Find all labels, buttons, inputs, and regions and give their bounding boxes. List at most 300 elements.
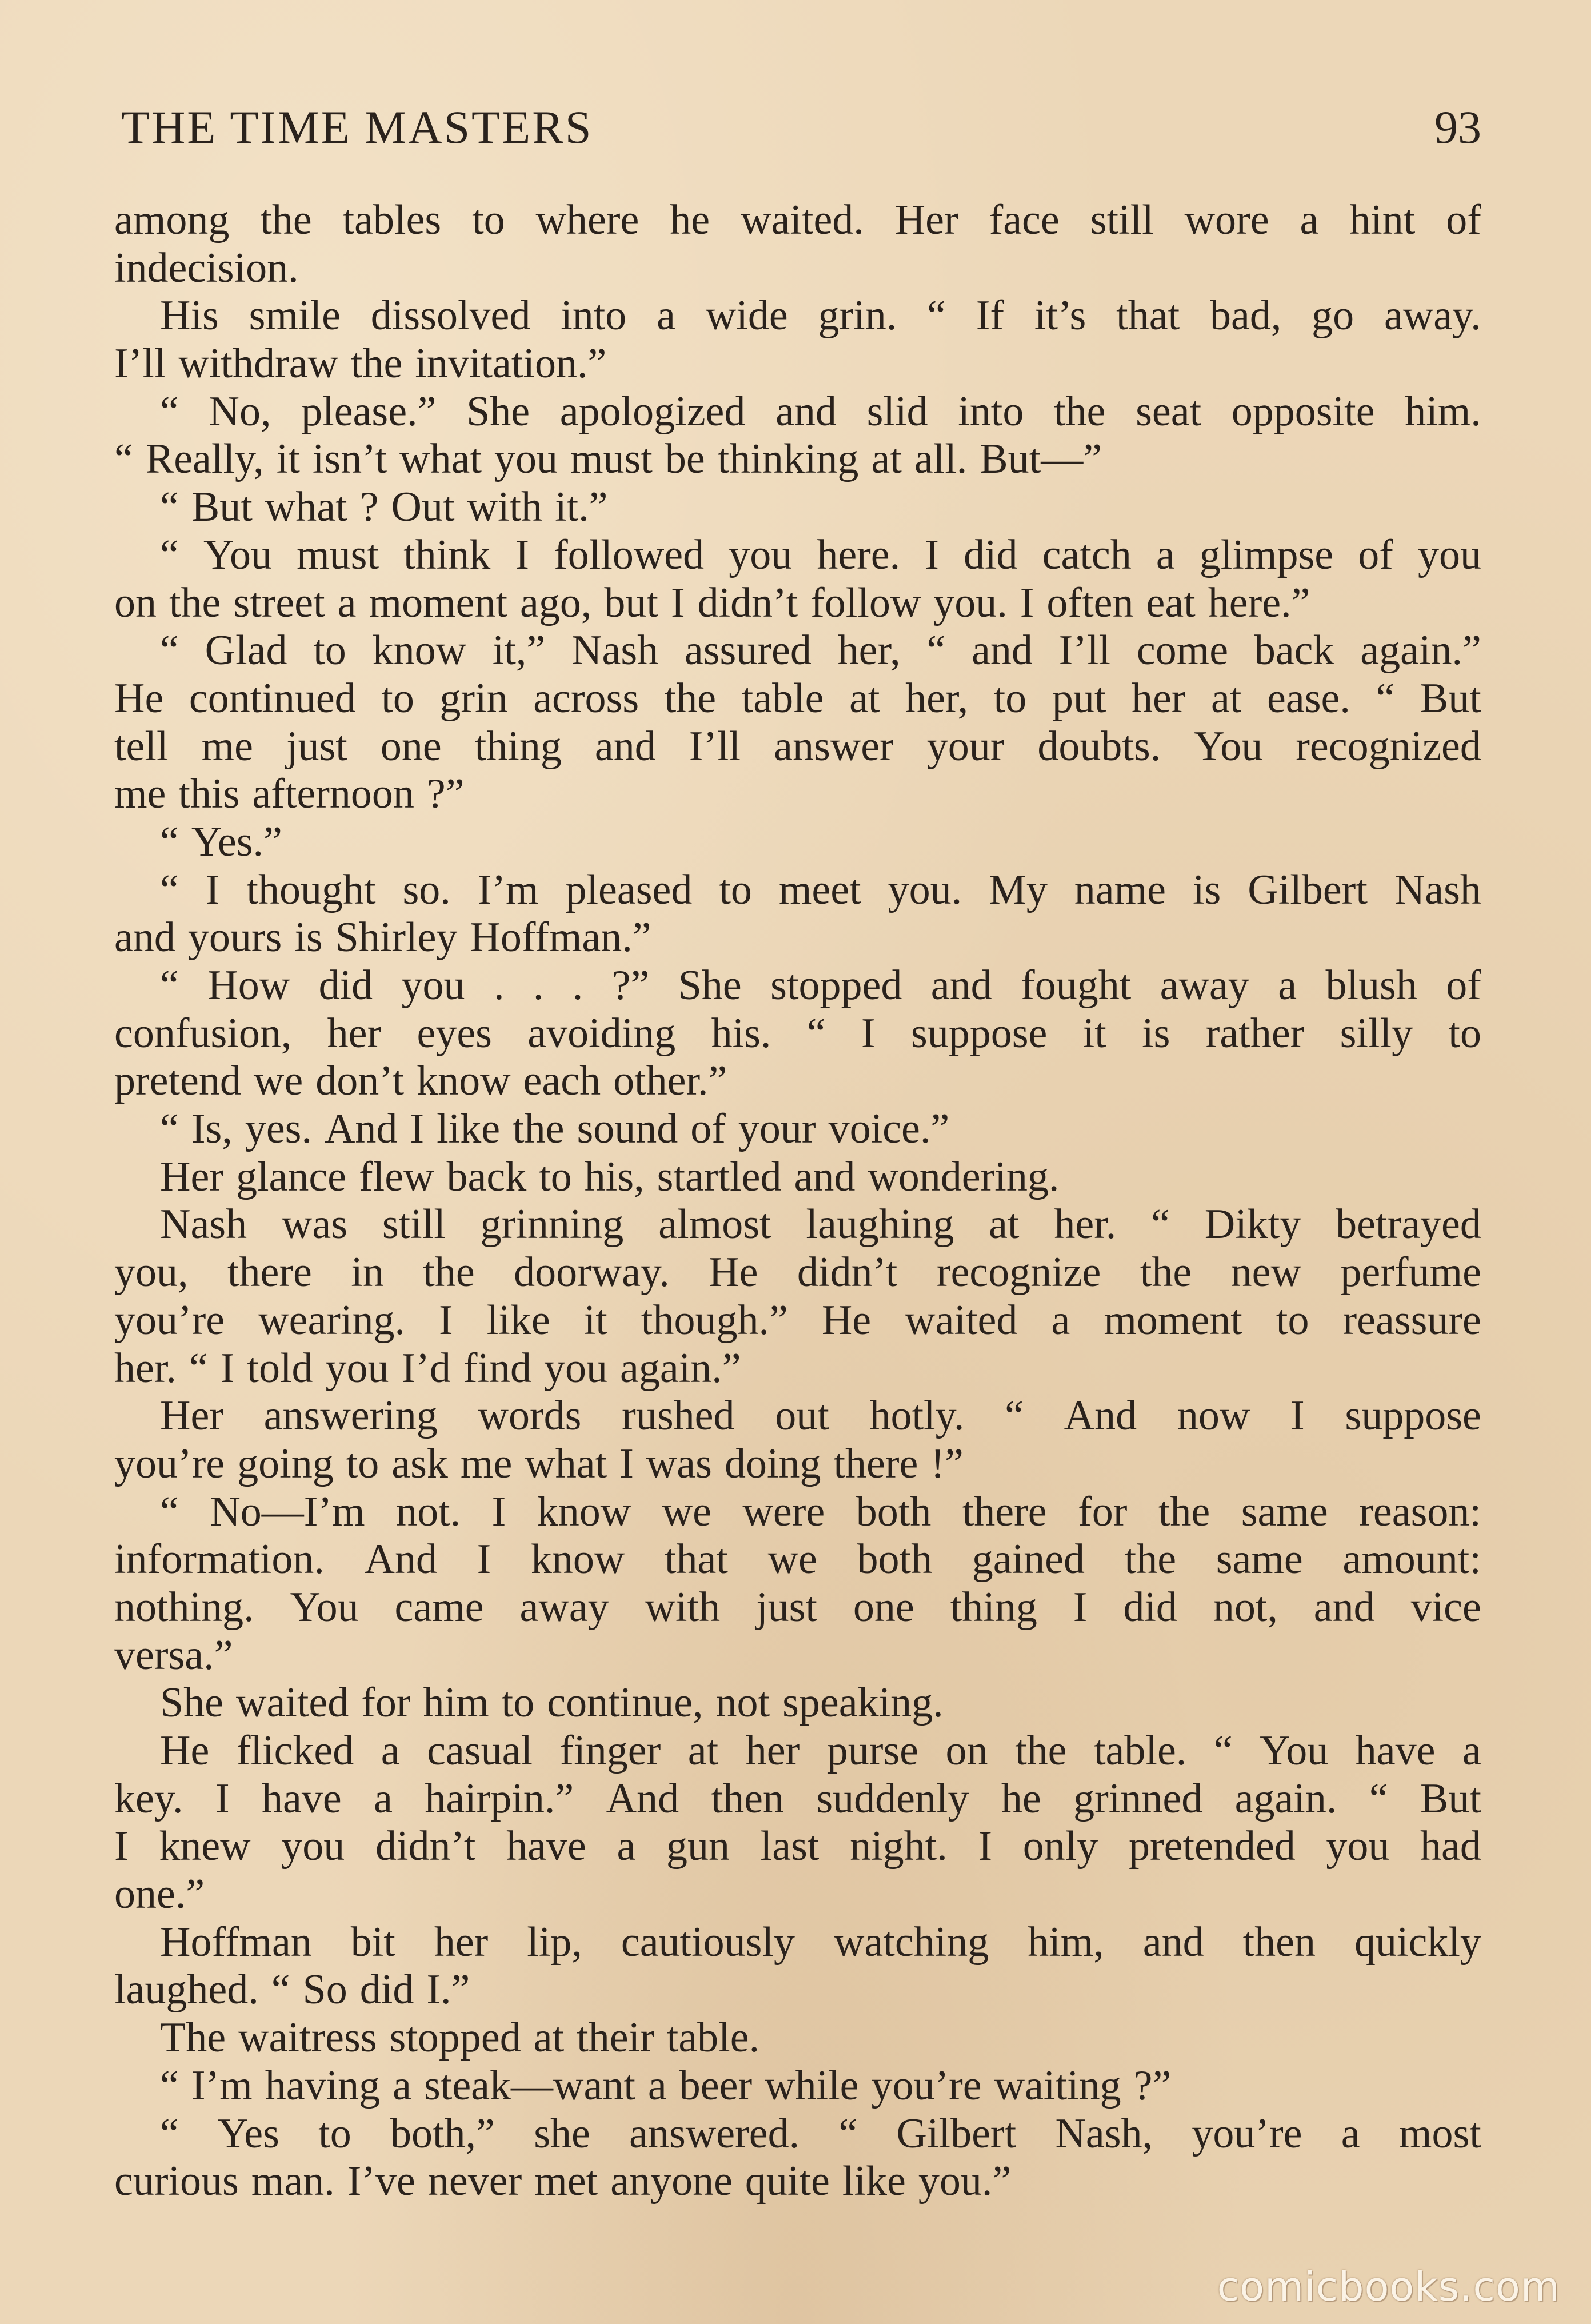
word: My [989,866,1048,913]
word: didn’t [697,579,798,626]
word: and [1313,1583,1375,1631]
word: . [572,962,583,1009]
word: him [423,1679,489,1727]
word: So [302,1966,347,2014]
word: She [160,1679,223,1727]
text-line [114,1679,1481,1727]
word: withdraw [178,340,338,388]
word: key. [114,1775,183,1822]
word: “ [160,2110,179,2157]
word: not, [1213,1583,1278,1631]
text-line [114,532,1481,580]
word: betrayed [1336,1201,1481,1248]
word: I [515,531,529,578]
word: that [665,1536,728,1583]
word: you [281,1823,345,1870]
word: then [1242,1918,1316,1966]
word: I.” [426,1966,470,2014]
word: me [201,722,253,770]
word: you [494,436,558,483]
word: come [1136,627,1229,674]
word: his. [711,1009,771,1057]
word: we [767,1536,817,1583]
word: stopped [389,2014,521,2062]
word: “ [160,1488,179,1535]
word: same [1241,1488,1328,1535]
word: and [794,1153,856,1200]
word: I’m [477,866,539,913]
word: If [976,292,1005,340]
word: His [160,292,219,340]
word: going [237,1440,334,1487]
word: man. [251,2158,335,2205]
word: And [1064,1392,1137,1440]
word: street [233,579,325,626]
word: ago, [520,579,592,626]
word: versa.” [114,1631,233,1679]
word: suppose [910,1009,1048,1057]
word: Gilbert [1248,866,1368,913]
word: Nash [571,627,659,674]
word: didn’t [375,1823,476,1870]
word: nothing. [114,1583,254,1631]
word: he [670,197,710,243]
word: came [394,1583,484,1631]
word: at [1211,674,1242,722]
word: to [381,674,414,722]
word: laughing [806,1201,954,1248]
word: me [114,770,166,818]
text-line [114,2062,1481,2110]
word: her. [1054,1201,1117,1248]
word: thought [246,866,376,913]
word: watching [833,1918,989,1966]
word: their [577,2014,654,2062]
word: was [646,1440,712,1487]
text-line [114,1153,1481,1201]
word: one [380,722,442,770]
word: No, [209,388,271,435]
word: both,” [390,2110,495,2157]
text-line [114,1440,1481,1488]
word: so. [402,866,451,913]
word: go [1312,292,1354,340]
word: smile [249,292,341,340]
running-head [121,96,1481,159]
word: “ [189,1344,208,1392]
word: confusion, [114,1009,292,1057]
word: I’ll [1058,627,1111,674]
text-line [114,2158,1481,2206]
word: ask [391,1440,448,1487]
word: Glad [205,627,287,674]
word: silly [1340,1009,1413,1057]
word: “ [1213,1727,1233,1774]
word: her [1131,674,1186,722]
word: suppose [1345,1392,1481,1440]
word: find [463,1344,532,1392]
word: I [410,1105,425,1153]
word: curious [114,2158,239,2205]
word: it,” [492,627,546,674]
word: having [265,2062,381,2109]
word: I [1290,1392,1305,1440]
word: bit [350,1918,395,1966]
word: Hoffman.” [470,914,651,961]
word: She [678,962,742,1009]
word: have [1355,1727,1436,1774]
word: of [1446,962,1481,1009]
word: at [533,2014,565,2062]
word: you’re [114,1296,225,1344]
word: She [466,388,530,435]
word: meet [778,866,861,913]
word: night. [850,1823,948,1870]
word: you.” [918,2158,1012,2205]
word: it.” [555,484,608,531]
word: gun [666,1823,730,1870]
word: reason: [1359,1488,1481,1535]
word: often [1046,579,1134,626]
word: Out [391,484,455,531]
word: did [1123,1583,1177,1631]
word: you’re [114,1440,225,1487]
word: thing [950,1583,1037,1631]
word: of [1446,197,1481,243]
word: across [533,674,639,722]
word: where [535,197,639,243]
word: there [962,1488,1047,1535]
text-line [114,962,1481,1010]
word: only [1022,1823,1098,1870]
word: But—” [980,436,1102,483]
word: !” [930,1440,964,1487]
word: to [993,674,1027,722]
word: I [1073,1583,1088,1631]
word: for [1078,1488,1128,1535]
word: just [756,1583,817,1631]
word: the [260,197,312,243]
word: all. [914,436,968,483]
word: among [114,197,230,243]
word: answered. [629,2110,800,2157]
word: table [741,674,824,722]
word: the [1124,1536,1177,1583]
word: you [401,962,465,1009]
word: him, [1028,1918,1104,1966]
word: wearing. [258,1296,406,1344]
word: of [1358,531,1393,578]
word: The [160,2014,226,2062]
word: and [972,627,1033,674]
word: glimpse [1199,531,1334,578]
word: ?” [1133,2062,1172,2109]
word: pretended [1128,1823,1296,1870]
word: other.” [613,1057,727,1105]
word: You [1194,722,1263,770]
word: stopped [770,962,902,1009]
word: “ [271,1966,290,2014]
text-line [114,1297,1481,1345]
word: away. [1384,292,1481,340]
word: had [1420,1823,1481,1870]
word: there [833,1440,918,1487]
word: You [1260,1727,1329,1774]
word: one [853,1583,914,1631]
word: yes. [245,1105,312,1153]
word: “ [160,484,179,531]
word: “ [114,436,133,483]
word: I [215,1775,230,1822]
word: I [205,866,220,913]
word: put [1052,674,1106,722]
word: Hoffman [160,1918,312,1966]
word: into [561,292,627,340]
watermark: comicbooks.com [1217,2263,1560,2310]
word: you’re [871,2062,982,2109]
word: you [1417,531,1481,578]
word: knew [159,1823,251,1870]
word: glance [235,1153,347,1200]
word: almost [658,1201,771,1248]
word: have [506,1823,586,1870]
word: don’t [315,1057,405,1105]
word: “ [1376,674,1395,722]
word: You [290,1583,359,1631]
word: grinned [1073,1775,1203,1822]
word: know [372,627,467,674]
word: moment [369,579,508,626]
word: opposite [1231,388,1375,435]
text-line [114,818,1481,866]
word: she [534,2110,590,2157]
word: I [861,1009,876,1057]
word: . [533,962,544,1009]
word: know [537,1488,631,1535]
word: wide [705,292,788,340]
word: her, [905,674,969,722]
word: answering [263,1392,438,1440]
word: though.” [641,1296,788,1344]
word: to [346,1440,379,1487]
word: table. [666,2014,760,2062]
word: have [261,1775,342,1822]
text-line [114,580,1481,628]
word: table. [1093,1727,1187,1774]
word: away [519,1583,609,1631]
word: must [297,531,379,578]
word: But [1420,674,1481,722]
word: quickly [1354,1918,1481,1966]
word: wore [1184,197,1269,243]
word: hint [1349,197,1416,243]
text-line [114,770,1481,818]
word: the [169,579,221,626]
word: her [327,1009,382,1057]
text-line [114,1775,1481,1823]
text-line [114,292,1481,340]
word: I [491,1488,506,1535]
word: doorway. [514,1249,670,1296]
word: her, [837,627,901,674]
word: he [1001,1775,1041,1822]
word: pretend [114,1057,241,1105]
word: I’d [401,1344,451,1392]
text-line [114,1727,1481,1775]
word: laughed. [114,1966,259,2014]
text-line [114,245,1481,293]
word: last [760,1823,820,1870]
word: her. [114,1344,177,1392]
word: at [687,1727,719,1774]
word: we [662,1488,711,1535]
word: Nash [160,1201,247,1248]
word: a [617,1823,636,1870]
word: casual [427,1727,533,1774]
word: thinking [717,436,859,483]
word: I [1020,579,1034,626]
word: yours [187,914,282,961]
body-text [114,197,1481,2206]
word: please.” [301,388,437,435]
word: bad, [1209,292,1282,340]
word: flew [359,1153,434,1200]
word: And [606,1775,679,1822]
word: to [318,2110,351,2157]
word: waitress [238,2014,377,2062]
word: fought [1021,962,1132,1009]
word: to [472,197,505,243]
word: here.” [1208,579,1310,626]
word: met [534,2158,598,2205]
word: I [220,1344,235,1392]
word: this [178,770,240,818]
word: startled [657,1153,782,1200]
word: He [160,1727,210,1774]
word: what [525,1440,607,1487]
word: at [849,674,880,722]
word: But [1420,1775,1481,1822]
word: catch [1042,531,1132,578]
word: reassure [1342,1296,1481,1344]
word: anyone [610,2158,733,2205]
word: waited. [741,197,864,243]
word: you [729,531,793,578]
word: at [989,1201,1020,1248]
word: Yes [218,2110,279,2157]
word: name [1074,866,1166,913]
word: with [645,1583,721,1631]
word: did [318,962,373,1009]
word: I [619,1440,634,1487]
word: Nash [1394,866,1481,913]
word: “ [160,1105,179,1153]
word: did [359,1966,414,2014]
word: just [286,722,347,770]
word: still [1090,197,1154,243]
word: speaking. [782,1679,944,1727]
text-line [114,1966,1481,2014]
text-line [114,1871,1481,1919]
word: And [364,1536,437,1583]
text-line [114,1057,1481,1105]
word: ?” [426,770,465,818]
text-line [114,436,1481,484]
word: you [1326,1823,1390,1870]
word: told [247,1344,313,1392]
word: “ [160,627,179,674]
word: while [765,2062,859,2109]
word: lip, [527,1918,582,1966]
word: didn’t [797,1249,898,1296]
word: Nash, [1055,2110,1153,2157]
word: grin [439,674,508,722]
word: seat [1136,388,1202,435]
word: “ [160,818,179,865]
word: “ [926,627,946,674]
word: a [657,292,675,340]
word: same [1216,1536,1303,1583]
word: I’m [191,2062,253,2109]
word: “ [160,866,179,913]
word: back [446,1153,527,1200]
word: afternoon [252,770,414,818]
word: that [1116,292,1180,340]
word: his, [584,1153,645,1200]
word: ? [359,484,379,531]
word: did [964,531,1018,578]
word: it [583,1296,607,1344]
word: Her [160,1392,223,1440]
word: a [1051,1296,1070,1344]
word: away [1160,962,1249,1009]
word: her [434,1918,489,1966]
word: flicked [236,1727,354,1774]
word: waiting [994,2062,1121,2109]
word: tables [342,197,442,243]
word: to [501,1679,535,1727]
word: of [690,1105,726,1153]
word: know [530,1536,625,1583]
word: you [325,1344,389,1392]
word: I’ve [347,2158,415,2205]
text-line [114,1345,1481,1393]
word: He [114,674,164,722]
word: to [719,866,752,913]
word: I [925,531,939,578]
word: on [945,1727,988,1774]
text-line [114,1584,1481,1632]
word: but [604,579,658,626]
word: thing [474,722,562,770]
word: to [1448,1009,1481,1057]
word: still [382,1201,446,1248]
word: voice.” [828,1105,950,1153]
word: continue, [547,1679,703,1727]
word: be [665,436,705,483]
word: here. [817,531,901,578]
word: think [403,531,491,578]
word: him. [1405,388,1481,435]
word: is [1142,1009,1170,1057]
text-line [114,1919,1481,1967]
word: pleased [565,866,693,913]
word: You [203,531,272,578]
word: recognize [936,1249,1101,1296]
word: isn’t [312,436,387,483]
word: suddenly [816,1775,969,1822]
word: amount: [1342,1536,1481,1583]
